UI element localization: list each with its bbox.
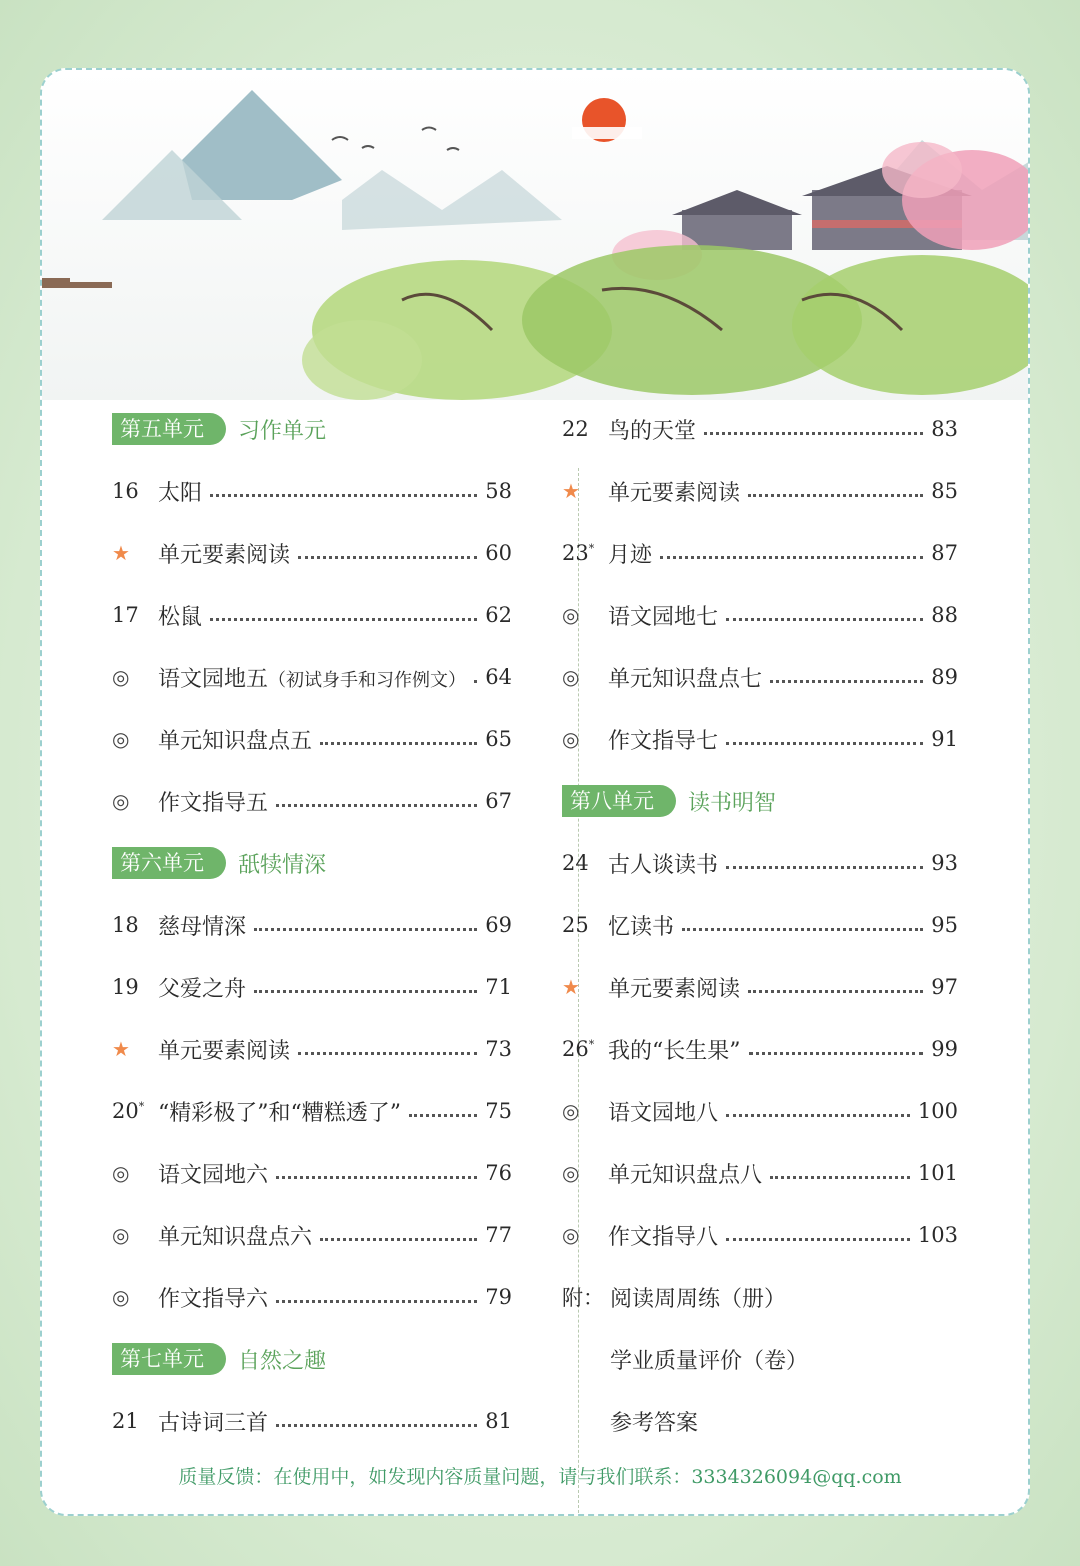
double-circle-icon: ◎ (562, 603, 580, 627)
page-number: 77 (485, 1223, 512, 1247)
page-number: 89 (931, 665, 958, 689)
entry-title: 月迹 (608, 542, 653, 568)
lesson-number (562, 1037, 608, 1061)
entry-title: 古诗词三首 (158, 1410, 269, 1436)
leader-dots (320, 1238, 477, 1241)
double-circle-icon: ◎ (562, 727, 580, 751)
lesson-number: 16 (112, 479, 139, 503)
unit-tag: 第六单元 (112, 847, 226, 879)
page-number: 65 (485, 727, 512, 751)
leader-dots (770, 1176, 910, 1179)
entry-title: 作文指导六 (158, 1286, 269, 1312)
entry-title: 慈母情深 (158, 914, 247, 940)
leader-dots (254, 928, 477, 931)
leader-dots (749, 1052, 924, 1055)
toc-entry[interactable] (562, 522, 958, 584)
entry-title: 作文指导八 (608, 1224, 719, 1250)
unit-theme: 自然之趣 (238, 1348, 327, 1374)
toc-entry[interactable] (562, 894, 958, 956)
lesson-number-text: 23 (562, 541, 589, 565)
leader-dots (276, 1424, 477, 1427)
entry-title: 单元要素阅读 (608, 976, 741, 1002)
star-icon: ★ (562, 975, 580, 999)
leader-dots (474, 680, 477, 683)
leader-dots (682, 928, 923, 931)
unit-header (562, 770, 958, 832)
toc-entry[interactable] (562, 1142, 958, 1204)
leader-dots (210, 618, 477, 621)
lesson-number: 22 (562, 417, 589, 441)
toc-entry[interactable] (112, 770, 512, 832)
toc-entry[interactable] (562, 460, 958, 522)
toc-entry[interactable] (112, 646, 512, 708)
toc-entry[interactable] (112, 522, 512, 584)
leader-dots (726, 618, 923, 621)
page-number: 83 (931, 417, 958, 441)
page-number: 88 (931, 603, 958, 627)
page-number: 75 (485, 1099, 512, 1123)
page-number: 67 (485, 789, 512, 813)
toc-entry[interactable] (112, 584, 512, 646)
toc-entry[interactable] (112, 708, 512, 770)
appendix-entry[interactable] (562, 1390, 958, 1452)
page-number: 103 (917, 1223, 958, 1247)
entry-title: 单元要素阅读 (608, 480, 741, 506)
page-number: 58 (485, 479, 512, 503)
entry-title: 单元知识盘点八 (608, 1162, 763, 1188)
double-circle-icon: ◎ (112, 1285, 130, 1309)
page-number: 69 (485, 913, 512, 937)
double-circle-icon: ◎ (562, 1161, 580, 1185)
entry-title: 我的“长生果” (608, 1038, 741, 1064)
toc-left-column (112, 398, 512, 1452)
page-number: 73 (485, 1037, 512, 1061)
toc-entry[interactable] (112, 1142, 512, 1204)
lesson-number: 24 (562, 851, 589, 875)
lesson-number: 21 (112, 1409, 139, 1433)
unit-header (112, 1328, 512, 1390)
lesson-number: 18 (112, 913, 139, 937)
unit-tag: 第七单元 (112, 1343, 226, 1375)
lesson-number: 19 (112, 975, 139, 999)
leader-dots (704, 432, 923, 435)
leader-dots (320, 742, 477, 745)
page-number: 76 (485, 1161, 512, 1185)
page-number: 97 (931, 975, 958, 999)
toc-entry[interactable] (112, 1204, 512, 1266)
leader-dots (276, 804, 477, 807)
lesson-number-text: 20 (112, 1099, 139, 1123)
unit-theme: 习作单元 (238, 418, 327, 444)
page-number: 81 (485, 1409, 512, 1433)
lesson-number: 17 (112, 603, 139, 627)
double-circle-icon: ◎ (562, 1223, 580, 1247)
unit-theme: 舐犊情深 (238, 852, 327, 878)
toc-entry[interactable] (562, 1080, 958, 1142)
toc-entry[interactable] (112, 1390, 512, 1452)
page-number: 62 (485, 603, 512, 627)
double-circle-icon: ◎ (562, 665, 580, 689)
toc-right-column (562, 398, 958, 1452)
toc-entry[interactable] (562, 584, 958, 646)
entry-title: 参考答案 (610, 1410, 699, 1436)
entry-title: “精彩极了”和“糟糕透了” (158, 1100, 401, 1126)
toc-entry[interactable] (112, 460, 512, 522)
unit-tag: 第五单元 (112, 413, 226, 445)
entry-title: 作文指导五 (158, 790, 269, 816)
leader-dots (726, 742, 923, 745)
leader-dots (409, 1114, 477, 1117)
unit-tag: 第八单元 (562, 785, 676, 817)
page-number: 93 (931, 851, 958, 875)
entry-title: 单元要素阅读 (158, 1038, 291, 1064)
entry-note: （初试身手和习作例文） (268, 669, 467, 691)
page-number: 101 (917, 1161, 958, 1185)
entry-title: 忆读书 (608, 914, 675, 940)
page-number: 79 (485, 1285, 512, 1309)
leader-dots (660, 556, 923, 559)
entry-title: 语文园地八 (608, 1100, 719, 1126)
toc-entry[interactable] (112, 1266, 512, 1328)
toc-entry[interactable] (112, 1018, 512, 1080)
double-circle-icon: ◎ (112, 727, 130, 751)
optional-mark: * (138, 1100, 145, 1113)
toc-entry[interactable] (112, 894, 512, 956)
star-icon: ★ (112, 541, 130, 565)
toc-entry[interactable] (112, 1080, 512, 1142)
entry-title: 太阳 (158, 480, 203, 506)
page-number: 95 (931, 913, 958, 937)
appendix-entry[interactable] (562, 1328, 958, 1390)
toc-entry[interactable] (562, 398, 958, 460)
leader-dots (276, 1300, 477, 1303)
entry-title: 语文园地七 (608, 604, 719, 630)
leader-dots (298, 556, 477, 559)
feedback-footer: 质量反馈：在使用中，如发现内容质量问题，请与我们联系：3334326094@qq.com (178, 1466, 902, 1488)
unit-header (112, 398, 512, 460)
entry-title: 作文指导七 (608, 728, 719, 754)
page-number: 60 (485, 541, 512, 565)
lesson-number (562, 541, 608, 565)
landscape-illustration (42, 70, 1030, 400)
lesson-number-text: 26 (562, 1037, 589, 1061)
double-circle-icon: ◎ (112, 789, 130, 813)
entry-title: 鸟的天堂 (608, 418, 697, 444)
toc-entry[interactable] (112, 956, 512, 1018)
star-icon: ★ (112, 1037, 130, 1061)
lesson-number: 25 (562, 913, 589, 937)
toc-entry[interactable] (562, 956, 958, 1018)
entry-title: 松鼠 (158, 604, 203, 630)
page-number: 91 (931, 727, 958, 751)
toc-entry[interactable] (562, 1204, 958, 1266)
page-number: 85 (931, 479, 958, 503)
leader-dots (748, 494, 923, 497)
entry-title-text: 语文园地五 (158, 666, 269, 692)
appendix-label: 附： (562, 1286, 604, 1310)
toc-entry[interactable] (562, 646, 958, 708)
entry-title: 单元知识盘点五 (158, 728, 313, 754)
unit-theme: 读书明智 (688, 790, 777, 816)
page-number: 99 (931, 1037, 958, 1061)
double-circle-icon: ◎ (562, 1099, 580, 1123)
toc-entry[interactable] (562, 1018, 958, 1080)
entry-title: 阅读周周练（册） (610, 1286, 787, 1312)
leader-dots (210, 494, 477, 497)
leader-dots (726, 866, 923, 869)
optional-mark: * (588, 1038, 595, 1051)
leader-dots (748, 990, 923, 993)
entry-title: 单元知识盘点七 (608, 666, 763, 692)
star-icon: ★ (562, 479, 580, 503)
double-circle-icon: ◎ (112, 1161, 130, 1185)
leader-dots (726, 1238, 910, 1241)
optional-mark: * (588, 542, 595, 555)
double-circle-icon: ◎ (112, 665, 130, 689)
entry-title: 古人谈读书 (608, 852, 719, 878)
page-number: 64 (485, 665, 512, 689)
leader-dots (298, 1052, 477, 1055)
leader-dots (726, 1114, 910, 1117)
entry-title: 父爱之舟 (158, 976, 247, 1002)
leader-dots (254, 990, 477, 993)
toc-entry[interactable] (562, 832, 958, 894)
page-number: 87 (931, 541, 958, 565)
page-number: 100 (917, 1099, 958, 1123)
appendix-entry[interactable] (562, 1266, 958, 1328)
page-number: 71 (485, 975, 512, 999)
unit-header (112, 832, 512, 894)
entry-title (158, 662, 466, 693)
toc-entry[interactable] (562, 708, 958, 770)
entry-title: 语文园地六 (158, 1162, 269, 1188)
leader-dots (770, 680, 923, 683)
double-circle-icon: ◎ (112, 1223, 130, 1247)
lesson-number (112, 1099, 158, 1123)
entry-title: 学业质量评价（卷） (610, 1348, 809, 1374)
entry-title: 单元要素阅读 (158, 542, 291, 568)
entry-title: 单元知识盘点六 (158, 1224, 313, 1250)
leader-dots (276, 1176, 477, 1179)
